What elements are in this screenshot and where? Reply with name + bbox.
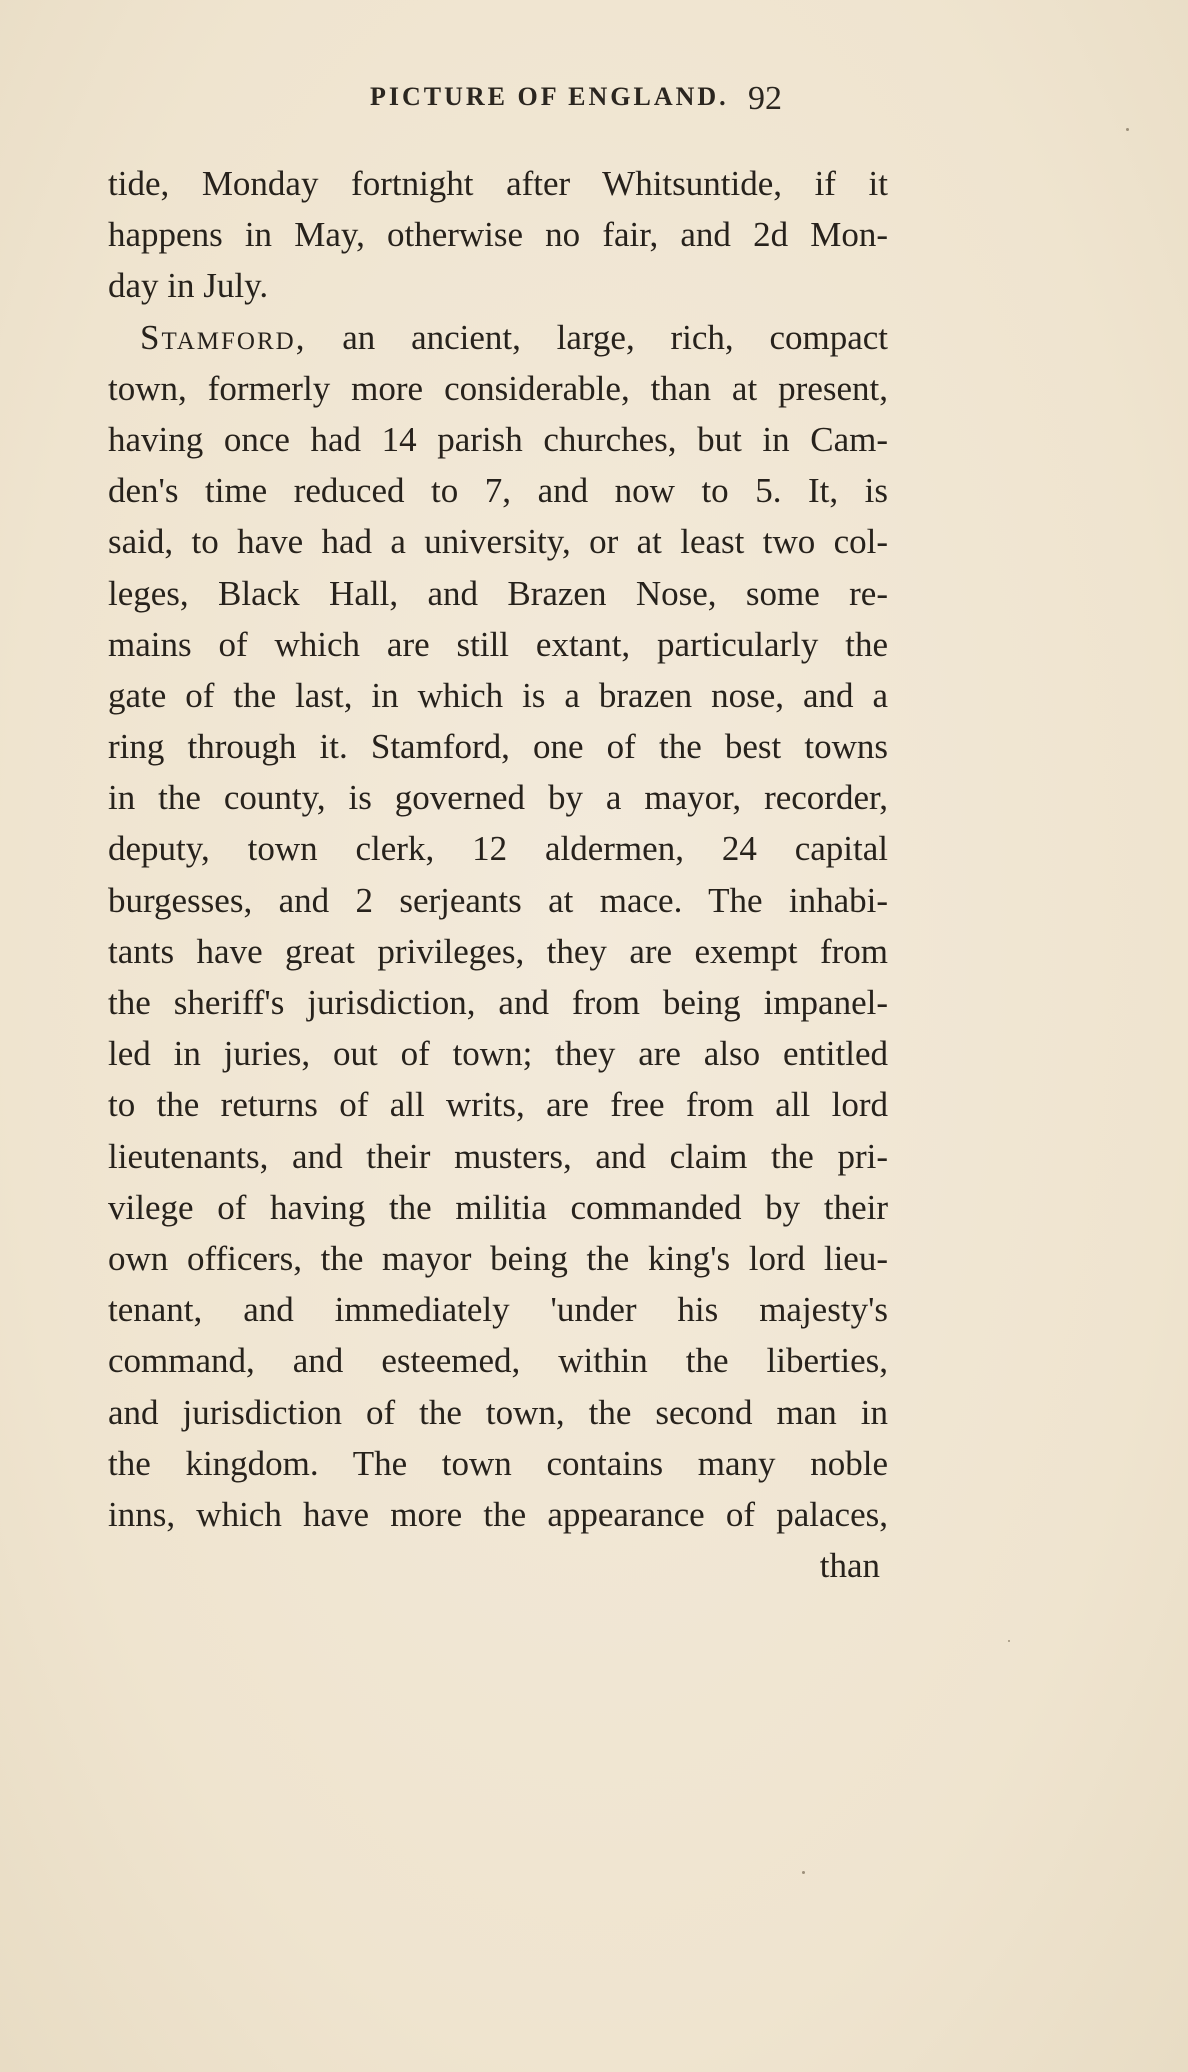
text-line: to the returns of all writs, are free from all lord <box>108 1085 888 1125</box>
text-line: tenant, and immediately 'under his majesty's <box>108 1290 888 1330</box>
text-line: town, formerly more considerable, than at present, <box>108 368 888 408</box>
text-line: and jurisdiction of the town, the second man in <box>108 1392 888 1432</box>
text-line: den's time reduced to 7, and now to 5. It, is <box>108 471 888 511</box>
paper-speck <box>1008 1640 1010 1642</box>
paper-speck <box>1126 128 1129 131</box>
text-line: command, and esteemed, within the liberties, <box>108 1341 888 1381</box>
text-line: vilege of having the militia commanded by their <box>108 1187 888 1227</box>
text-line: led in juries, out of town; they are also entitled <box>108 1034 888 1074</box>
text-line: happens in May, otherwise no fair, and 2d Mon- <box>108 215 888 255</box>
text-line: said, to have had a university, or at least two col- <box>108 522 888 562</box>
text-line: the kingdom. The town contains many noble <box>108 1443 888 1483</box>
text-line: the sheriff's jurisdiction, and from being impanel- <box>108 983 888 1022</box>
text-line: burgesses, and 2 serjeants at mace. The inhabi- <box>108 880 888 920</box>
body-text <box>108 158 888 1591</box>
text-line: day in July. <box>108 266 269 306</box>
catchword: than <box>819 1546 880 1586</box>
text-line: own officers, the mayor being the king's lord lieu- <box>108 1238 888 1278</box>
text-line: lieutenants, and their musters, and claim the pri- <box>108 1136 888 1176</box>
text-line: tants have great privileges, they are exempt from <box>108 931 888 971</box>
text-line: leges, Black Hall, and Brazen Nose, some re- <box>108 573 888 613</box>
page-number: 92 <box>748 80 782 117</box>
stamford-heading: Stamford, <box>140 317 307 357</box>
text-line: mains of which are still extant, particularly the <box>108 624 888 664</box>
text-line-stamford <box>108 312 888 363</box>
text-line: inns, which have more the appearance of palaces, <box>108 1494 888 1534</box>
running-title: PICTURE OF ENGLAND. <box>370 82 729 111</box>
text-line: ring through it. Stamford, one of the best towns <box>108 727 888 767</box>
text-line: having once had 14 parish churches, but in Cam- <box>108 419 888 459</box>
text-line-rest: an ancient, large, rich, compact <box>342 317 888 357</box>
text-line: in the county, is governed by a mayor, recorder, <box>108 778 888 818</box>
text-line: deputy, town clerk, 12 aldermen, 24 capital <box>108 829 888 869</box>
text-line: gate of the last, in which is a brazen nose, and a <box>108 675 888 715</box>
text-line: tide, Monday fortnight after Whitsuntide, if it <box>108 164 888 203</box>
paper-speck <box>802 1871 805 1874</box>
